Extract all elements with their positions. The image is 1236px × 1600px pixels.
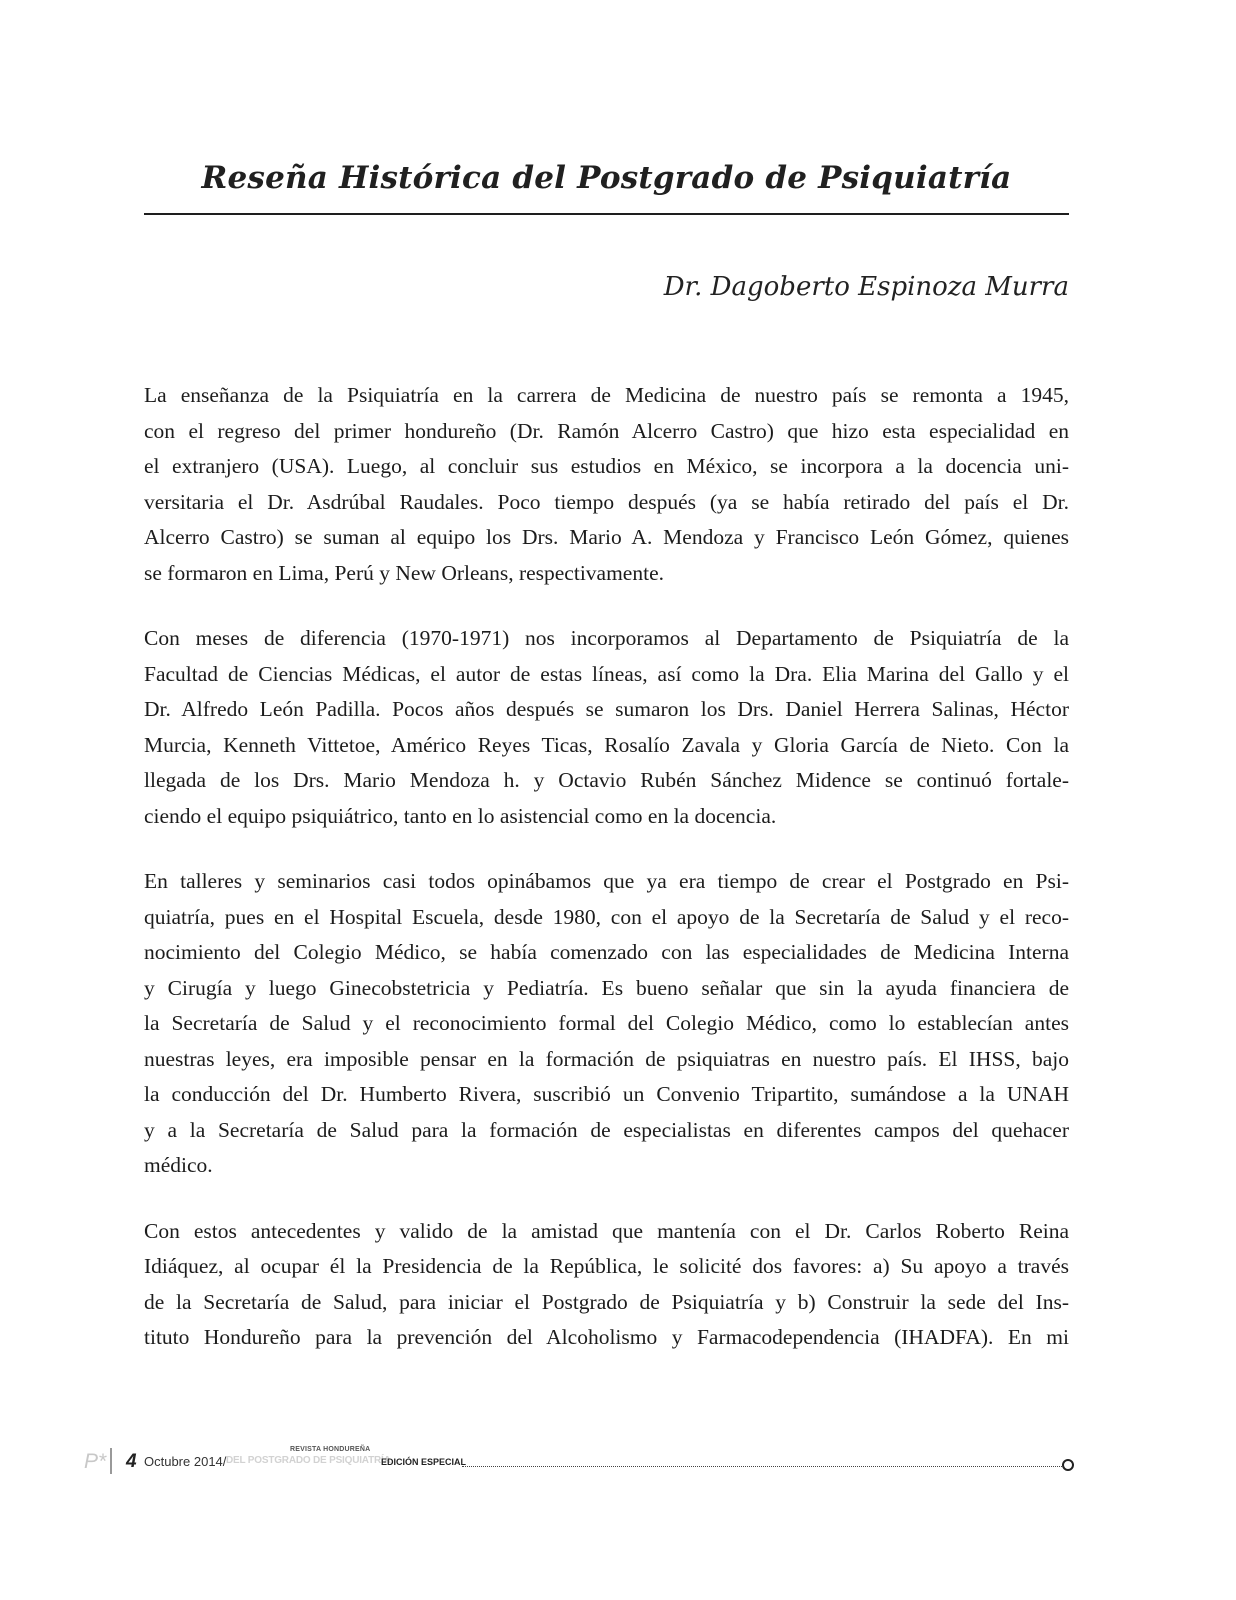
title-underline: [144, 213, 1069, 215]
paragraph-3: [144, 864, 1069, 1184]
footer-divider: [110, 1448, 112, 1474]
text-line: ciendo el equipo psiquiátrico, tanto en lo asistencial como en la docencia.: [144, 803, 777, 828]
text-line: quiatría, pues en el Hospital Escuela, desde 1980, con el apoyo de la Secretaría de Salud y el reco-: [144, 904, 1069, 929]
dotted-leader: [462, 1466, 1062, 1467]
article-author: Dr. Dagoberto Espinoza Murra: [663, 272, 1069, 302]
text-line: Alcerro Castro) se suman al equipo los Drs. Mario A. Mendoza y Francisco León Gómez, quienes: [144, 525, 1069, 549]
page-number: 4: [126, 1451, 137, 1472]
journal-name-top: REVISTA HONDUREÑA: [290, 1446, 371, 1453]
journal-name: [226, 1446, 391, 1466]
text-line: y Cirugía y luego Ginecobstetricia y Pediatría. Es bueno señalar que sin la ayuda financiera de: [144, 975, 1069, 1000]
text-line: médico.: [144, 1153, 213, 1177]
text-line: versitaria el Dr. Asdrúbal Raudales. Poco tiempo después (ya se había retirado del país el Dr.: [144, 489, 1069, 514]
text-line: nuestras leyes, era imposible pensar en la formación de psiquiatras en nuestro país. El IHSS, bajo: [144, 1046, 1069, 1071]
journal-logo: P*: [84, 1450, 107, 1473]
article-body: [144, 378, 1069, 1386]
text-line: se formaron en Lima, Perú y New Orleans, respectivamente.: [144, 560, 664, 585]
text-line: la conducción del Dr. Humberto Rivera, suscribió un Convenio Tripartito, sumándose a la UNAH: [144, 1082, 1069, 1106]
text-line: la Secretaría de Salud y el reconocimiento formal del Colegio Médico, como lo establecían antes: [144, 1011, 1069, 1035]
text-line: Con estos antecedentes y valido de la amistad que mantenía con el Dr. Carlos Roberto Reina: [144, 1218, 1069, 1243]
edition-label: EDICIÓN ESPECIAL: [381, 1457, 467, 1467]
text-line: Dr. Alfredo León Padilla. Pocos años después se sumaron los Drs. Daniel Herrera Salinas, Héctor: [144, 697, 1069, 721]
paragraph-4: [144, 1214, 1069, 1356]
text-line: En talleres y seminarios casi todos opinábamos que ya era tiempo de crear el Postgrado en Psi-: [144, 869, 1069, 893]
issue-date: Octubre 2014/: [144, 1454, 227, 1469]
circle-icon: [1062, 1459, 1074, 1471]
text-line: llegada de los Drs. Mario Mendoza h. y Octavio Rubén Sánchez Midence se continuó fortale-: [144, 768, 1069, 792]
paragraph-2: [144, 621, 1069, 834]
text-line: Con meses de diferencia (1970-1971) nos incorporamos al Departamento de Psiquiatría de la: [144, 626, 1069, 650]
text-line: el extranjero (USA). Luego, al concluir sus estudios en México, se incorpora a la docencia uni-: [144, 454, 1069, 478]
text-line: nocimiento del Colegio Médico, se había comenzado con las especialidades de Medicina Interna: [144, 940, 1069, 964]
text-line: La enseñanza de la Psiquiatría en la carrera de Medicina de nuestro país se remonta a 1945,: [144, 383, 1069, 407]
text-line: de la Secretaría de Salud, para iniciar el Postgrado de Psiquiatría y b) Construir la sede del Ins-: [144, 1289, 1069, 1314]
text-line: con el regreso del primer hondureño (Dr. Ramón Alcerro Castro) que hizo esta especialidad en: [144, 418, 1069, 443]
paragraph-1: [144, 378, 1069, 591]
text-line: Facultad de Ciencias Médicas, el autor de estas líneas, así como la Dra. Elia Marina del Gallo y el: [144, 661, 1069, 686]
journal-name-bottom: DEL POSTGRADO DE PSIQUIATRÍA: [226, 1455, 391, 1466]
text-line: Murcia, Kenneth Vittetoe, Américo Reyes Ticas, Rosalío Zavala y Gloria García de Nieto. Con la: [144, 732, 1069, 757]
text-line: y a la Secretaría de Salud para la formación de especialistas en diferentes campos del quehacer: [144, 1117, 1069, 1142]
page-footer: [84, 1445, 1074, 1475]
text-line: Idiáquez, al ocupar él la Presidencia de la República, le solicité dos favores: a) Su apoyo a través: [144, 1254, 1069, 1278]
text-line: tituto Hondureño para la prevención del Alcoholismo y Farmacodependencia (IHADFA). En mi: [144, 1325, 1069, 1349]
article-title: Reseña Histórica del Postgrado de Psiquiatría: [201, 160, 1012, 196]
